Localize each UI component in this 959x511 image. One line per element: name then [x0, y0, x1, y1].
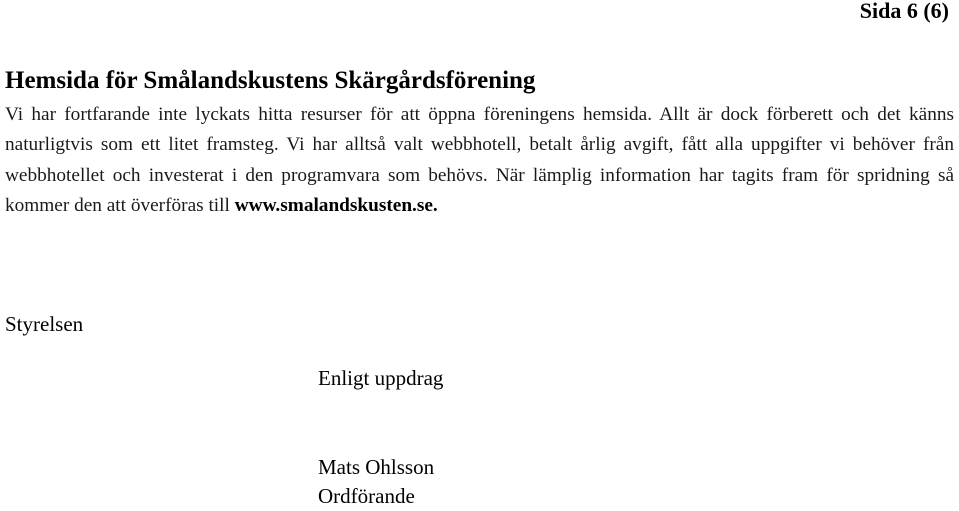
page-number: Sida 6 (6) — [859, 0, 949, 23]
section-body — [5, 100, 954, 222]
board-signature: Styrelsen — [5, 312, 84, 336]
website-link: www.smalandskusten.se. — [234, 195, 438, 217]
section-heading: Hemsida för Smålandskustens Skärgårdsförening — [5, 67, 536, 94]
signer-title: Ordförande — [318, 484, 415, 508]
body-text: Vi har fortfarande inte lyckats hitta resurser för att öppna föreningens hemsida. Allt är dock förberett och det känns naturligtvis som ett litet framsteg. Vi har alltså valt webbhotell, betalt årlig avgift, fått alla uppgifter vi behöver från webbhotellet och investerat i den programvara som behövs. När lämplig information har tagits fram för spridning så kommer den att överföras till — [5, 104, 954, 217]
on-behalf-label: Enligt uppdrag — [318, 366, 444, 390]
signer-name: Mats Ohlsson — [318, 455, 435, 479]
